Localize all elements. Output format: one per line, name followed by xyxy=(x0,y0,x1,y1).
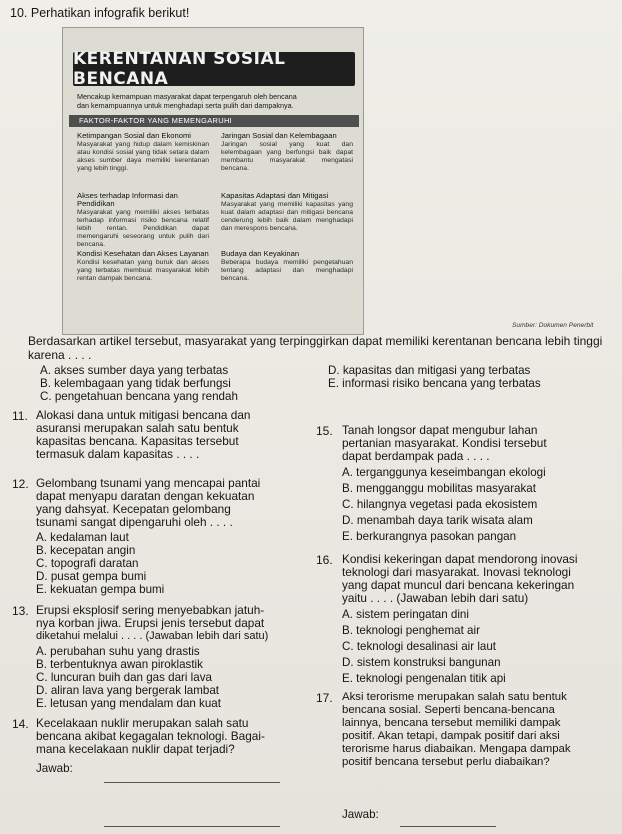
factor-heading: Jaringan Sosial dan Kelembagaan xyxy=(221,131,337,140)
text-line: lainnya, bencana tersebut memiliki dampak xyxy=(342,717,561,729)
question-12-number: 12. xyxy=(12,477,29,491)
factor-desc: Masyarakat yang hidup dalam kemiskinan atau kondisi sosial yang tidak setara dalam akses sumber daya memiliki kerentanan yang lebih tinggi. xyxy=(77,141,209,172)
q16-option-b[interactable]: B. teknologi penghemat air xyxy=(342,624,480,637)
factor-social-network xyxy=(221,132,353,173)
intro-line: dan kemampuannya untuk menghadapi serta pulih dari dampaknya. xyxy=(77,101,294,110)
q12-option-a[interactable]: A. kedalaman laut xyxy=(36,531,129,544)
factor-desc: Masyarakat yang memiliki kapasitas yang kuat dalam adaptasi dan mitigasi bencana cenderung lebih baik dalam menghadapi dan merespons bencana. xyxy=(221,201,353,232)
q10-option-c[interactable]: C. pengetahuan bencana yang rendah xyxy=(40,390,238,403)
question-15-number: 15. xyxy=(316,424,333,438)
factor-culture xyxy=(221,250,353,283)
text-line: Kondisi kekeringan dapat mendorong inovasi xyxy=(342,552,578,566)
text-line: mana kecelakaan nuklir dapat terjadi? xyxy=(36,742,235,756)
text-line: teknologi dari masyarakat. Inovasi teknologi xyxy=(342,565,571,579)
q14-answer-line[interactable] xyxy=(104,782,280,783)
infographic-title: KERENTANAN SOSIAL BENCANA xyxy=(73,52,355,86)
text-line: yaitu . . . . (Jawaban lebih dari satu) xyxy=(342,591,529,605)
q15-option-d[interactable]: D. menambah daya tarik wisata alam xyxy=(342,514,533,527)
text-line: asuransi merupakan salah satu bentuk xyxy=(36,421,239,435)
question-11-text xyxy=(36,409,292,461)
q10-option-b[interactable]: B. kelembagaan yang tidak berfungsi xyxy=(40,377,231,390)
q12-option-e[interactable]: E. kekuatan gempa bumi xyxy=(36,583,165,596)
text-line: yang dapat muncul dari bencana kekeringan xyxy=(342,578,575,592)
q13-option-a[interactable]: A. perubahan suhu yang drastis xyxy=(36,645,200,658)
q10-option-e[interactable]: E. informasi risiko bencana yang terbatas xyxy=(328,377,541,390)
q16-option-a[interactable]: A. sistem peringatan dini xyxy=(342,608,469,621)
question-prompt: Perhatikan infografik berikut! xyxy=(30,6,190,20)
q13-option-d[interactable]: D. aliran lava yang bergerak lambat xyxy=(36,684,220,697)
text-line: kapasitas bencana. Kapasitas tersebut xyxy=(36,434,239,448)
infographic xyxy=(62,27,364,335)
factor-heading: Kapasitas Adaptasi dan Mitigasi xyxy=(221,191,329,200)
factor-desc: Masyarakat yang memiliki akses terbatas terhadap informasi risiko bencana relatif lebih rentan. Pendidikan dapat memengaruhi seseorang untuk pulih dari bencana. xyxy=(77,209,209,248)
factor-social-economic xyxy=(77,132,209,173)
factors-banner: FAKTOR-FAKTOR YANG MEMENGARUHI xyxy=(69,115,359,127)
question-number: 10. xyxy=(10,6,28,20)
q15-option-e[interactable]: E. berkurangnya pasokan pangan xyxy=(342,530,517,543)
question-14-number: 14. xyxy=(12,717,29,731)
q12-option-d[interactable]: D. pusat gempa bumi xyxy=(36,570,147,583)
text-line: Gelombang tsunami yang mencapai pantai xyxy=(36,476,261,490)
q15-option-b[interactable]: B. mengganggu mobilitas masyarakat xyxy=(342,482,536,495)
text-line: positif bencana tersebut perlu diabaikan? xyxy=(342,756,550,768)
text-line: Kecelakaan nuklir merupakan salah satu xyxy=(36,716,249,730)
factor-adaptation xyxy=(221,192,353,233)
q17-answer-line[interactable] xyxy=(400,826,496,827)
text-line: diketahui melalui . . . . (Jawaban lebih dari satu) xyxy=(36,630,269,642)
q10-option-d[interactable]: D. kapasitas dan mitigasi yang terbatas xyxy=(328,364,531,377)
factor-health xyxy=(77,250,209,283)
q13-option-e[interactable]: E. letusan yang mendalam dan kuat xyxy=(36,697,221,710)
infographic-intro xyxy=(77,92,353,110)
factor-desc: Jaringan sosial yang kuat dan kelembagaan yang berfungsi baik dapat membantu masyarakat mengatasi bencana. xyxy=(221,141,353,172)
question-17-text xyxy=(342,691,618,769)
q12-option-c[interactable]: C. topografi daratan xyxy=(36,557,139,570)
question-10-header xyxy=(10,6,189,20)
question-12-text xyxy=(36,477,292,529)
q16-option-e[interactable]: E. teknologi pengenalan titik api xyxy=(342,672,506,685)
text-line: termasuk dalam kapasitas . . . . xyxy=(36,447,200,461)
text-line: bencana akibat kegagalan teknologi. Bagai- xyxy=(36,729,265,743)
question-16-number: 16. xyxy=(316,553,333,567)
text-line: Alokasi dana untuk mitigasi bencana dan xyxy=(36,408,251,422)
question-13-number: 13. xyxy=(12,604,29,618)
text-line: terorisme harus diabaikan. Mengapa dampak xyxy=(342,743,571,755)
question-14-text xyxy=(36,717,292,756)
question-15-text xyxy=(342,424,612,463)
text-line: Tanah longsor dapat mengubur lahan xyxy=(342,423,538,437)
q17-answer-label: Jawab: xyxy=(342,808,379,821)
q12-option-b[interactable]: B. kecepatan angin xyxy=(36,544,136,557)
text-line: pertanian masyarakat. Kondisi tersebut xyxy=(342,436,547,450)
q16-option-c[interactable]: C. teknologi desalinasi air laut xyxy=(342,640,497,653)
text-line: nya korban jiwa. Erupsi jenis tersebut dapat xyxy=(36,616,265,630)
text-line: dapat menyapu daratan dengan kekuatan xyxy=(36,489,255,503)
text-line: Erupsi eksplosif sering menyebabkan jatuh- xyxy=(36,603,265,617)
text-line: tsunami sangat dipengaruhi oleh . . . . xyxy=(36,515,233,529)
q13-option-b[interactable]: B. terbentuknya awan piroklastik xyxy=(36,658,203,671)
question-10-stem: Berdasarkan artikel tersebut, masyarakat yang terpinggirkan dapat memiliki kerentanan bencana lebih tinggi karena . . . . xyxy=(28,334,603,362)
factor-heading: Akses terhadap Informasi dan Pendidikan xyxy=(77,191,178,208)
q13-option-c[interactable]: C. luncuran buih dan gas dari lava xyxy=(36,671,212,684)
text-line: Aksi terorisme merupakan salah satu bentuk xyxy=(342,691,567,703)
q14-answer-label: Jawab: xyxy=(36,762,73,775)
intro-line: Mencakup kemampuan masyarakat dapat terpengaruh oleh bencana xyxy=(77,92,297,101)
text-line: positif. Akan tetapi, dampak positif dari aksi xyxy=(342,730,560,742)
question-13-text xyxy=(36,604,292,643)
infographic-source: Sumber: Dokumen Penerbit xyxy=(512,322,594,329)
factor-heading: Ketimpangan Sosial dan Ekonomi xyxy=(77,131,191,140)
q15-option-a[interactable]: A. terganggunya keseimbangan ekologi xyxy=(342,466,546,479)
question-17-number: 17. xyxy=(316,691,333,705)
factor-desc: Kondisi kesehatan yang buruk dan akses yang terbatas membuat masyarakat lebih rentan dampak bencana. xyxy=(77,259,209,282)
q16-option-d[interactable]: D. sistem konstruksi bangunan xyxy=(342,656,501,669)
text-line: yang dahsyat. Kecepatan gelombang xyxy=(36,502,231,516)
text-line: dapat berdampak pada . . . . xyxy=(342,449,490,463)
factor-desc: Beberapa budaya memiliki pengetahuan tentang adaptasi dan menghadapi bencana. xyxy=(221,259,353,282)
q10-option-a[interactable]: A. akses sumber daya yang terbatas xyxy=(40,364,229,377)
q15-option-c[interactable]: C. hilangnya vegetasi pada ekosistem xyxy=(342,498,538,511)
question-16-text xyxy=(342,553,616,605)
q14-answer-line[interactable] xyxy=(104,826,280,827)
text-line: bencana sosial. Seperti bencana-bencana xyxy=(342,704,555,716)
factor-information-education xyxy=(77,192,209,249)
factor-heading: Budaya dan Keyakinan xyxy=(221,249,300,258)
factor-heading: Kondisi Kesehatan dan Akses Layanan xyxy=(77,249,209,258)
question-11-number: 11. xyxy=(12,409,28,423)
